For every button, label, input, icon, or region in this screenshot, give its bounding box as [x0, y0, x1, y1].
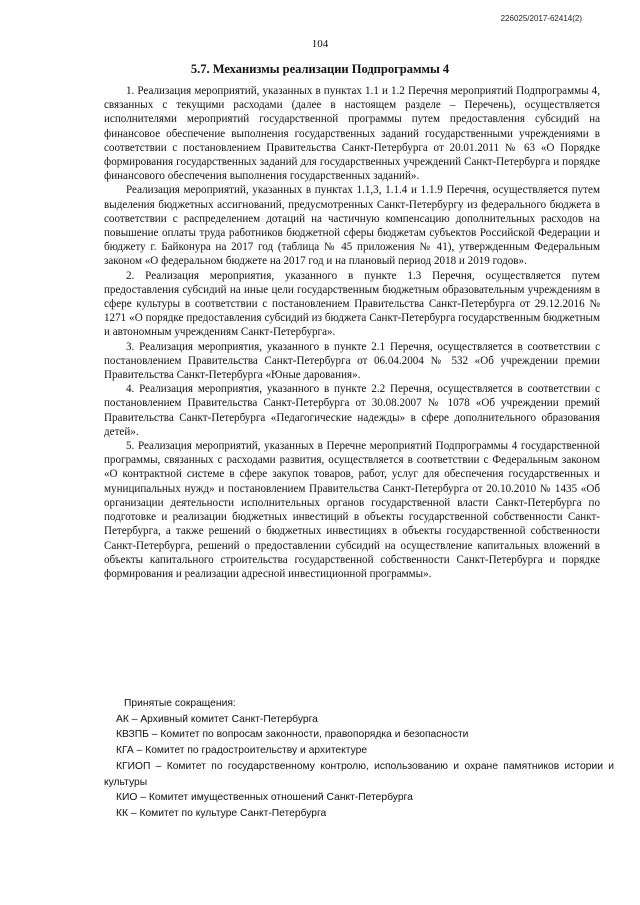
abbreviation-item: КВЗПБ – Комитет по вопросам законности, правопорядка и безопасности — [116, 729, 469, 741]
paragraph-4: 4. Реализация мероприятия, указанного в пункте 2.2 Перечня, осуществляется в соответствии с постановлением Правительства Санкт-Петербурга от 30.08.2007 № 1078 «Об учреждении премий Правительства Санкт-Петербурга «Педагогические надежды» в сфере дополнительного образования детей». — [104, 383, 600, 438]
body-text — [104, 84, 600, 581]
section-title: 5.7. Механизмы реализации Подпрограммы 4 — [190, 62, 450, 76]
paragraph-2: 2. Реализация мероприятия, указанного в пункте 1.3 Перечня, осуществляется путем предоставления субсидий на иные цели государственным бюджетным образовательным учреждениям в сфере культуры в соответствии с постановлением Правительства Санкт-Петербурга от 29.12.2016 № 1271 «О порядке предоставления субсидий из бюджета Санкт-Петербурга государственным бюджетным и автономным учреждениям Санкт-Петербурга». — [104, 269, 600, 339]
abbreviation-item: КГИОП – Комитет по государственному контролю, использованию и охране памятников истории и культуры — [104, 760, 614, 788]
paragraph-5: 5. Реализация мероприятий, указанных в Перечне мероприятий Подпрограммы 4 государственной программы, связанных с расходами развития, осуществляется в соответствии с Федеральным законом «О контрактной системе в сфере закупок товаров, работ, услуг для обеспечения государственных и муниципальных нужд» и постановлением Правительства Санкт-Петербурга от 20.10.2010 № 1435 «Об организации деятельности исполнительных органов государственной власти Санкт-Петербурга по подготовке и реализации бюджетных инвестиций в объекты государственной собственности Санкт-Петербурга, а также решений о бюджетных инвестициях в объекты государственной собственности Санкт-Петербурга, решений о предоставлении субсидий на осуществление капитальных вложений в объекты капитального строительства государственной собственности Санкт-Петербурга и порядке формирования и реализации адресной инвестиционной программы». — [104, 440, 600, 580]
document-id: 226025/2017-62414(2) — [500, 14, 582, 23]
paragraph-1: 1. Реализация мероприятий, указанных в пунктах 1.1 и 1.2 Перечня мероприятий Подпрограммы 4, связанных с текущими расходами (далее в настоящем разделе – Перечень), осуществляется исполнителями мероприятий государственной программы путем предоставления субсидий на финансовое обеспечение выполнения государственных заданий государственными учреждениями в соответствии с постановлением Правительства Санкт-Петербурга от 20.01.2011 № 63 «О Порядке формирования государственных заданий для государственных учреждений Санкт-Петербурга и порядке финансового обеспечения выполнения государственных заданий». — [104, 85, 600, 183]
abbreviation-item: АК – Архивный комитет Санкт-Петербурга — [116, 713, 318, 725]
paragraph-3: 3. Реализация мероприятия, указанного в пункте 2.1 Перечня, осуществляется в соответствии с постановлением Правительства Санкт-Петербурга от 06.04.2004 № 532 «Об учреждении премии Правительства Санкт-Петербурга «Юные дарования». — [104, 340, 600, 382]
paragraph-1-continued: Реализация мероприятий, указанных в пунктах 1.1,3, 1.1.4 и 1.1.9 Перечня, осуществляется путем выделения бюджетных ассигнований, предусмотренных Санкт-Петербургу из федерального бюджета в соответствии с распределением дотаций на частичную компенсацию дополнительных расходов на повышение оплаты труда работников бюджетной сферы бюджетам субъектов Российской Федерации и бюджету г. Байконура на 2017 год (таблица № 45 приложения № 41), утвержденным Федеральным законом «О федеральном бюджете на 2017 год и на плановый период 2018 и 2019 годов». — [104, 184, 600, 268]
abbreviation-item: КК – Комитет по культуре Санкт-Петербурга — [116, 807, 327, 819]
page-number: 104 — [311, 38, 329, 50]
abbreviations-title: Принятые сокращения: — [124, 698, 236, 709]
abbreviation-item: КИО – Комитет имущественных отношений Санкт-Петербурга — [116, 792, 413, 804]
abbreviation-item: КГА – Комитет по градостроительству и архитектуре — [116, 745, 368, 757]
abbreviations-list — [104, 696, 614, 822]
